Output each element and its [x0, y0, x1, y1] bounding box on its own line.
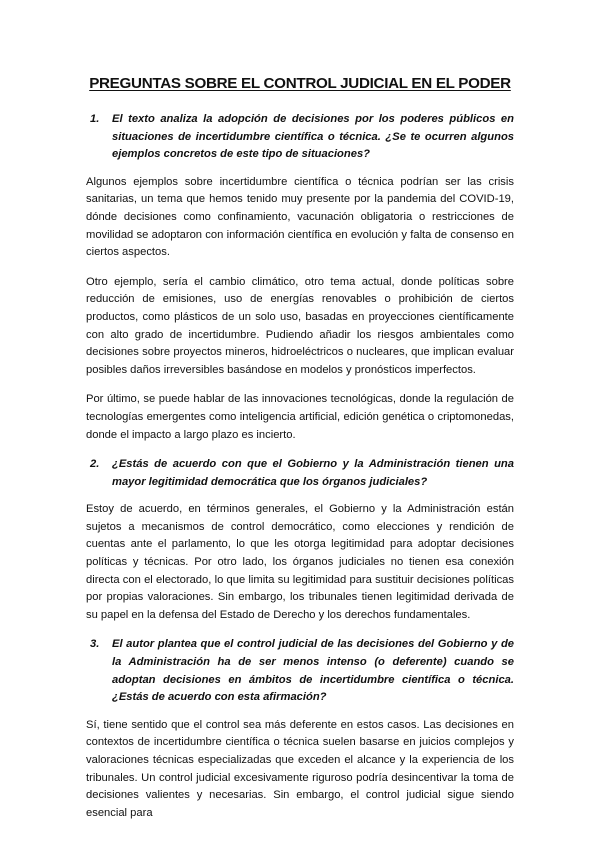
question-number: 1. [90, 113, 100, 125]
answer-paragraph: Estoy de acuerdo, en términos generales, el Gobierno y la Administración están sujetos a mecanismos de control democrático, como elecciones y rendición de cuentas ante el parlamento, lo que les otorga legitimidad para adoptar decisiones políticas y técnicas. Por otro lado, los órganos judiciales no tienen esa conexión directa con el electorado, lo que limita su legitimidad para sustituir decisiones políticas por propias valoraciones. Sin embargo, los tribunales tienen legitimidad derivada de su papel en la defensa del Estado de Derecho y los derechos fundamentales. [86, 503, 514, 621]
question-2 [86, 456, 514, 491]
question-1 [86, 111, 514, 164]
question-text: El texto analiza la adopción de decisiones por los poderes públicos en situaciones de incertidumbre científica o técnica. ¿Se te ocurren algunos ejemplos concretos de este tipo de situaciones? [112, 113, 514, 161]
answer-paragraph: Algunos ejemplos sobre incertidumbre científica o técnica podrían ser las crisis sanitarias, un tema que hemos tenido muy presente por la pandemia del COVID-19, dónde decisiones como confinamiento, vacunación obligatoria o restricciones de movilidad se adoptaron con información científica en evolución y falta de consenso en ciertos aspectos. [86, 175, 514, 259]
answer-paragraph: Por último, se puede hablar de las innovaciones tecnológicas, donde la regulación de tecnologías emergentes como inteligencia artificial, edición genética o criptomonedas, donde el impacto a largo plazo es incierto. [86, 393, 514, 441]
document-title: PREGUNTAS SOBRE EL CONTROL JUDICIAL EN EL PODER [89, 75, 511, 92]
answer-paragraph: Otro ejemplo, sería el cambio climático, otro tema actual, donde políticas sobre reducción de emisiones, uso de energías renovables o prohibición de ciertos productos, como plásticos de un solo uso, basadas en proyecciones científicamente con alto grado de incertidumbre. Pudiendo añadir los riesgos ambientales como decisiones sobre proyectos mineros, hidroeléctricos o nucleares, que implican evaluar posibles daños irreversibles basándose en modelos y pronósticos imperfectos. [86, 275, 514, 376]
question-text: ¿Estás de acuerdo con que el Gobierno y la Administración tienen una mayor legitimidad democrática que los órganos judiciales? [112, 458, 514, 488]
answer-paragraph: Sí, tiene sentido que el control sea más deferente en estos casos. Las decisiones en contextos de incertidumbre científica o técnica suelen basarse en juicios complejos y valoraciones técnicas especializadas que exceden el alcance y la experiencia de los tribunales. Un control judicial excesivamente riguroso podría desincentivar la toma de decisiones valientes y necesarias. Sin embargo, el control judicial sigue siendo esencial para [86, 718, 514, 819]
question-text: El autor plantea que el control judicial de las decisiones del Gobierno y de la Administración ha de ser menos intenso (o deferente) cuando se adoptan decisiones en ámbitos de incertidumbre científica o técnica. ¿Estás de acuerdo con esta afirmación? [112, 638, 514, 704]
question-number: 3. [90, 638, 100, 651]
question-3 [86, 636, 514, 706]
question-number: 2. [90, 458, 100, 471]
